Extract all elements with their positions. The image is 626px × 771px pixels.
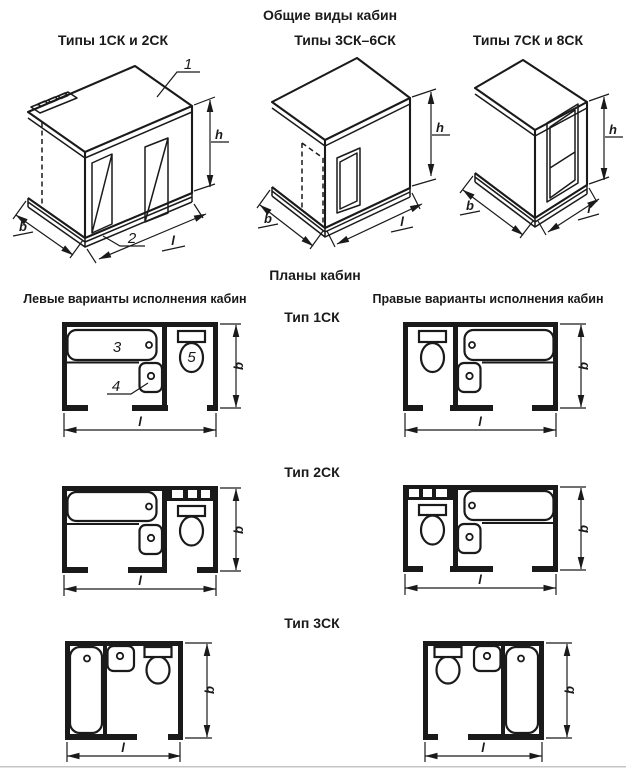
- washbasin-drain: [484, 653, 490, 659]
- roof-thickness-line: [272, 104, 410, 146]
- svg-text:l: l: [400, 214, 404, 229]
- dimension-l: [405, 413, 556, 437]
- dimension-b: [220, 324, 246, 408]
- base-plinth: [475, 173, 587, 227]
- door-opening: [145, 138, 168, 222]
- svg-text:b: b: [231, 526, 246, 534]
- svg-text:h: h: [436, 120, 444, 135]
- svg-text:l: l: [481, 740, 485, 755]
- bathtub-drain: [518, 656, 524, 662]
- bathtub: [465, 491, 554, 520]
- washbasin-drain: [466, 534, 472, 540]
- dimension-h: [194, 97, 229, 191]
- svg-text:l: l: [478, 414, 482, 429]
- bathtub: [68, 492, 157, 521]
- toilet-cistern: [419, 505, 446, 515]
- dimension-b: [560, 487, 591, 570]
- toilet-bowl: [180, 517, 203, 546]
- bathtub-drain: [469, 342, 475, 348]
- plan-type-3sk-right: [423, 641, 577, 762]
- page-bottom-rule: [0, 766, 626, 768]
- toilet-cistern: [419, 331, 446, 342]
- dimension-l: [425, 740, 542, 762]
- callout-2: 2: [127, 230, 137, 247]
- plans-title: Планы кабин: [269, 267, 361, 283]
- toilet-cistern: [435, 647, 462, 657]
- plan-type-1sk-right: [403, 322, 591, 437]
- view-label-3: Типы 7СК и 8СК: [472, 32, 584, 48]
- dimension-b: [185, 643, 217, 738]
- svg-text:b: b: [202, 686, 217, 694]
- washbasin-drain: [466, 373, 472, 379]
- dimension-h: [412, 89, 450, 186]
- toilet-bowl: [437, 657, 460, 684]
- svg-text:h: h: [609, 122, 617, 137]
- dimension-l: [64, 573, 216, 596]
- view-label-1: Типы 1СК и 2СК: [57, 32, 169, 48]
- door-opening: [547, 104, 578, 202]
- plan-type-1sk-left: [62, 322, 246, 437]
- door-opening: [92, 154, 112, 233]
- callout-4: 4: [111, 378, 121, 395]
- bathtub-drain: [146, 342, 152, 348]
- row-label-type-3sk: Тип 3СК: [284, 615, 340, 631]
- left-column-header: Левые варианты исполнения кабин: [23, 292, 247, 306]
- roof-vent-panel: [31, 92, 77, 113]
- main-title: Общие виды кабин: [262, 7, 398, 23]
- view-label-2: Типы 3СК–6СК: [294, 32, 396, 48]
- plan-type-2sk-right: [403, 485, 591, 595]
- svg-text:b: b: [576, 525, 591, 533]
- callout-1-leader: [157, 72, 200, 97]
- toilet-bowl: [147, 657, 170, 684]
- general-view-types-1sk-2sk: [13, 56, 229, 263]
- toilet-cistern: [178, 331, 205, 342]
- toilet-cistern: [178, 506, 205, 516]
- svg-text:b: b: [19, 219, 27, 234]
- dimension-b: [220, 488, 246, 571]
- plan-type-3sk-left: [65, 641, 217, 762]
- callout-5: 5: [187, 349, 196, 366]
- dimension-l: [64, 413, 216, 437]
- svg-text:b: b: [231, 362, 246, 370]
- svg-text:l: l: [587, 201, 591, 216]
- svg-text:l: l: [138, 414, 142, 429]
- callout-3: 3: [112, 339, 122, 356]
- svg-text:l: l: [478, 572, 482, 587]
- toilet-cistern: [145, 647, 172, 657]
- right-column-header: Правые варианты исполнения кабин: [372, 292, 604, 306]
- svg-text:b: b: [576, 362, 591, 370]
- washbasin-drain: [148, 535, 154, 541]
- bathtub-drain: [146, 504, 152, 510]
- general-view-types-3sk-6sk: [257, 58, 450, 249]
- dimension-b: [546, 643, 577, 738]
- bathtub-drain: [84, 656, 90, 662]
- plan-type-2sk-left: [62, 486, 246, 596]
- toilet-bowl: [421, 343, 444, 372]
- dimension-h: [589, 94, 623, 184]
- door-opening: [337, 148, 360, 213]
- row-label-type-2sk: Тип 2СК: [284, 464, 340, 480]
- dimension-l: [67, 740, 181, 762]
- svg-text:l: l: [171, 233, 175, 248]
- bathtub-drain: [469, 503, 475, 509]
- svg-text:l: l: [138, 573, 142, 588]
- washbasin-drain: [117, 653, 123, 659]
- svg-text:l: l: [121, 740, 125, 755]
- washbasin-drain: [148, 373, 154, 379]
- dimension-b: [560, 324, 591, 408]
- bathtub: [465, 330, 554, 360]
- svg-text:h: h: [215, 127, 223, 142]
- row-label-type-1sk: Тип 1СК: [284, 309, 340, 325]
- svg-text:b: b: [264, 211, 272, 226]
- dimension-l: [405, 572, 556, 595]
- svg-text:b: b: [466, 198, 474, 213]
- callout-1: 1: [183, 56, 193, 73]
- toilet-bowl: [421, 516, 444, 545]
- svg-text:b: b: [562, 686, 577, 694]
- general-view-types-7sk-8sk: [460, 60, 623, 238]
